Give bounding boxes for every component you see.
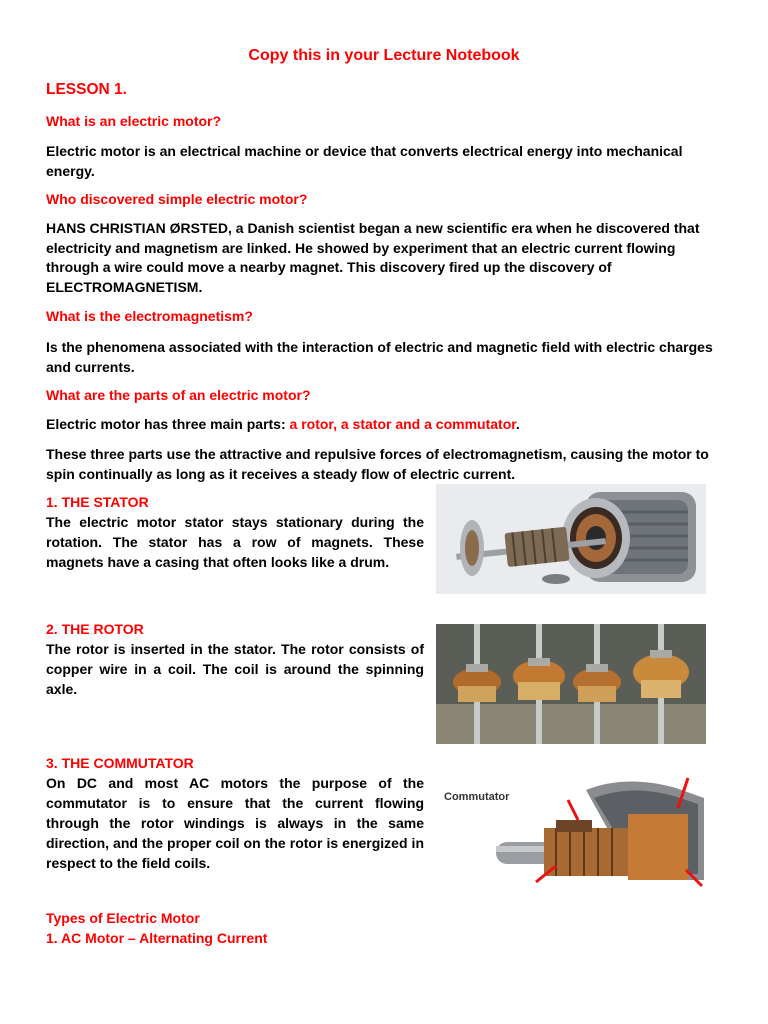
stator-text: The electric motor stator stays stationary during the rotation. The stator has a row of magnets. These magnets have a casing that often looks like a drum. xyxy=(46,514,424,570)
parts-intro: These three parts use the attractive and repulsive forces of electromagnetism, causing the motor to spin continually as long as it receives a steady flow of electric current. xyxy=(46,446,709,482)
question-electric-motor: What is an electric motor? xyxy=(46,113,222,129)
question-discoverer: Who discovered simple electric motor? xyxy=(46,191,308,207)
types-item-ac-motor: 1. AC Motor – Alternating Current xyxy=(46,930,268,946)
answer-electromagnetism: Is the phenomena associated with the interaction of electric and magnetic field with electric charges and currents. xyxy=(46,339,713,375)
rotor-photo xyxy=(436,624,706,744)
commutator-text: On DC and most AC motors the purpose of the commutator is to ensure that the current flowing through the rotor windings is always in the same direction, and the proper coil on the rotor is energized in respect to the field coils. xyxy=(46,775,424,871)
question-electromagnetism: What is the electromagnetism? xyxy=(46,308,253,324)
stator-heading: 1. THE STATOR xyxy=(46,494,149,510)
lesson-heading: LESSON 1. xyxy=(46,81,127,98)
types-heading: Types of Electric Motor xyxy=(46,910,200,926)
stator-section xyxy=(46,492,424,572)
rotor-section xyxy=(46,619,424,699)
rotor-text: The rotor is inserted in the stator. The rotor consists of copper wire in a coil. The coil is around the spinning axle. xyxy=(46,641,424,697)
commutator-label: Commutator xyxy=(444,791,510,803)
stator-photo xyxy=(436,484,706,594)
answer-electric-motor: Electric motor is an electrical machine or device that converts electrical energy into mechanical energy. xyxy=(46,143,683,179)
answer-parts xyxy=(46,415,722,435)
question-parts: What are the parts of an electric motor? xyxy=(46,387,311,403)
answer-parts-highlight: a rotor, a stator and a commutator xyxy=(289,416,516,432)
answer-parts-prefix: Electric motor has three main parts: xyxy=(46,416,290,432)
answer-discoverer: HANS CHRISTIAN ØRSTED, a Danish scientist began a new scientific era when he discovered that electricity and magnetism are linked. He showed by experiment that an electric current flowing through a wire could move a nearby magnet. This discovery fired up the discovery of ELECTROMAGNETISM. xyxy=(46,220,700,295)
page-title: Copy this in your Lecture Notebook xyxy=(248,47,520,64)
commutator-heading: 3. THE COMMUTATOR xyxy=(46,755,194,771)
answer-parts-suffix: . xyxy=(515,416,520,432)
rotor-heading: 2. THE ROTOR xyxy=(46,621,144,637)
commutator-diagram xyxy=(436,770,706,890)
commutator-section xyxy=(46,753,424,873)
